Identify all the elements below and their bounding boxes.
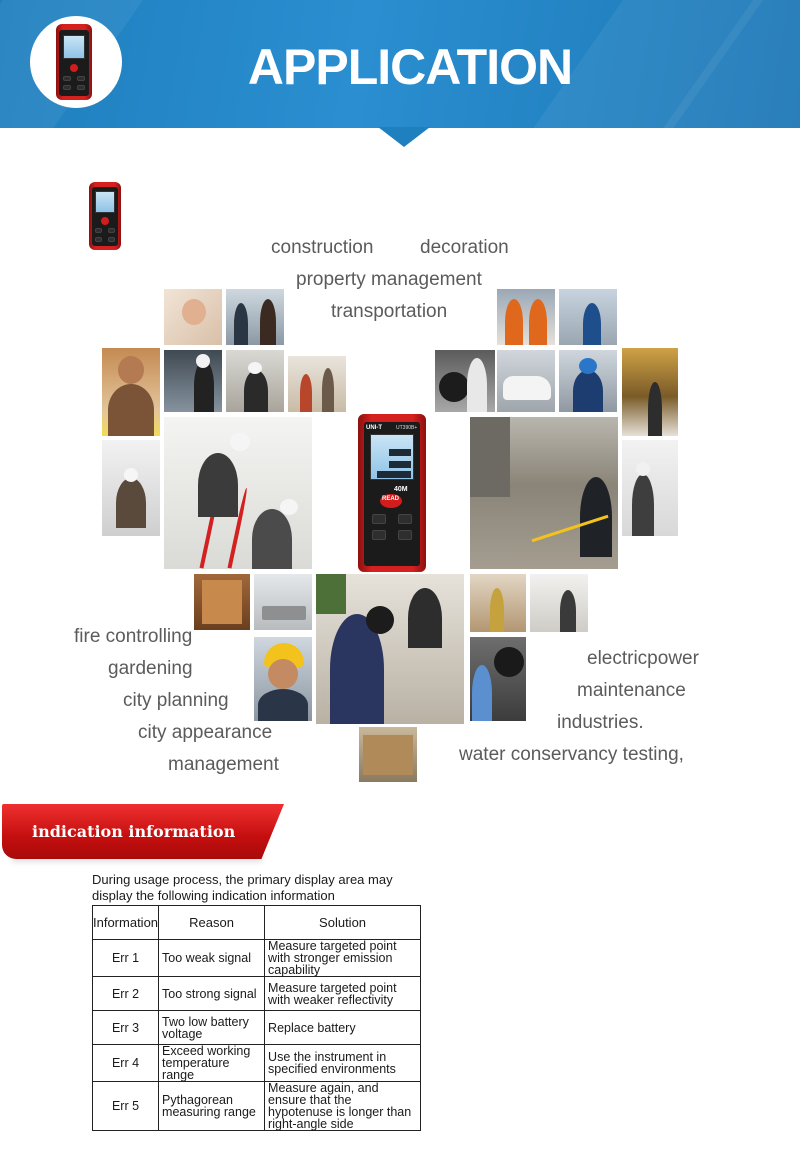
error-code: Err 2	[93, 977, 159, 1011]
category-gardening: gardening	[108, 658, 193, 679]
category-industries: industries.	[557, 712, 644, 733]
photo-warehouse	[359, 727, 417, 782]
photo-car-measure	[497, 350, 555, 412]
table-row	[93, 1082, 421, 1131]
category-property-management: property management	[296, 269, 482, 290]
error-solution: Replace battery	[265, 1011, 421, 1045]
error-reason: Two low battery voltage	[159, 1011, 265, 1045]
error-reason: Too weak signal	[159, 940, 265, 977]
category-decoration: decoration	[420, 237, 509, 258]
category-city-appearance: city appearance	[138, 722, 273, 743]
error-solution: Measure targeted point with stronger emission capability	[265, 940, 421, 977]
photo-cabinet	[194, 574, 250, 630]
photo-crouching-worker	[559, 350, 617, 412]
category-electricpower: electricpower	[587, 648, 699, 669]
column-header-reason: Reason	[159, 906, 265, 940]
photo-field-survey	[288, 356, 346, 412]
error-code: Err 5	[93, 1082, 159, 1131]
photo-worker-site	[559, 289, 617, 345]
device-model: UT390B+	[396, 425, 418, 431]
photo-interior-room	[254, 574, 312, 630]
error-code: Err 3	[93, 1011, 159, 1045]
indication-table	[92, 905, 421, 1131]
photo-wood-site	[470, 574, 526, 632]
photo-kneeling-worker	[226, 350, 284, 412]
photo-ladder-workers	[164, 417, 312, 569]
table-row	[93, 940, 421, 977]
category-construction: construction	[271, 237, 374, 258]
table-row	[93, 1045, 421, 1082]
device-icon	[89, 182, 121, 250]
photo-standing-surveyor	[622, 440, 678, 536]
error-solution: Measure again, and ensure that the hypotenuse is longer than right-angle side	[265, 1082, 421, 1131]
photo-construction-worker	[102, 348, 160, 436]
device-brand: UNI-T	[366, 425, 382, 431]
header-banner	[0, 0, 800, 128]
intro-text: During usage process, the primary display area may display the following indication information	[92, 872, 393, 903]
category-fire-controlling: fire controlling	[74, 626, 193, 647]
photo-floor-measure	[470, 417, 618, 569]
table-row	[93, 977, 421, 1011]
photo-road-workers	[497, 289, 555, 345]
photo-hardhat-worker	[254, 637, 312, 721]
photo-measuring-wall	[164, 289, 222, 345]
category-transportation: transportation	[331, 301, 448, 322]
error-reason: Exceed working temperature range	[159, 1045, 265, 1082]
page-title: APPLICATION	[247, 39, 573, 95]
column-header-solution: Solution	[265, 906, 421, 940]
photo-kneeling-measure	[102, 440, 160, 536]
error-solution: Measure targeted point with weaker reflectivity	[265, 977, 421, 1011]
category-water-conservancy: water conservancy testing,	[459, 744, 684, 765]
table-row	[93, 1011, 421, 1045]
column-header-information: Information	[93, 906, 159, 940]
photo-surveyors	[226, 289, 284, 345]
error-code: Err 1	[93, 940, 159, 977]
error-reason: Too strong signal	[159, 977, 265, 1011]
category-maintenance: maintenance	[577, 680, 686, 701]
photo-truck-measure	[470, 637, 526, 721]
banner-arrow	[378, 127, 430, 147]
section-title: indication information	[32, 822, 236, 841]
device-screen	[370, 434, 414, 480]
photo-interior-measure	[164, 350, 222, 412]
photo-interior-worker	[530, 574, 588, 632]
category-management: management	[168, 754, 279, 775]
error-solution: Use the instrument in specified environments	[265, 1045, 421, 1082]
error-code: Err 4	[93, 1045, 159, 1082]
table-header-row	[93, 906, 421, 940]
laser-meter-device	[358, 414, 426, 572]
device-range: 40M	[394, 486, 408, 493]
photo-tire-measure	[435, 350, 495, 412]
read-button-label: READ	[382, 496, 400, 502]
photo-tripod-survey	[622, 348, 678, 436]
category-city-planning: city planning	[123, 690, 229, 711]
photo-stairs-measure	[316, 574, 464, 724]
error-reason: Pythagorean measuring range	[159, 1082, 265, 1131]
